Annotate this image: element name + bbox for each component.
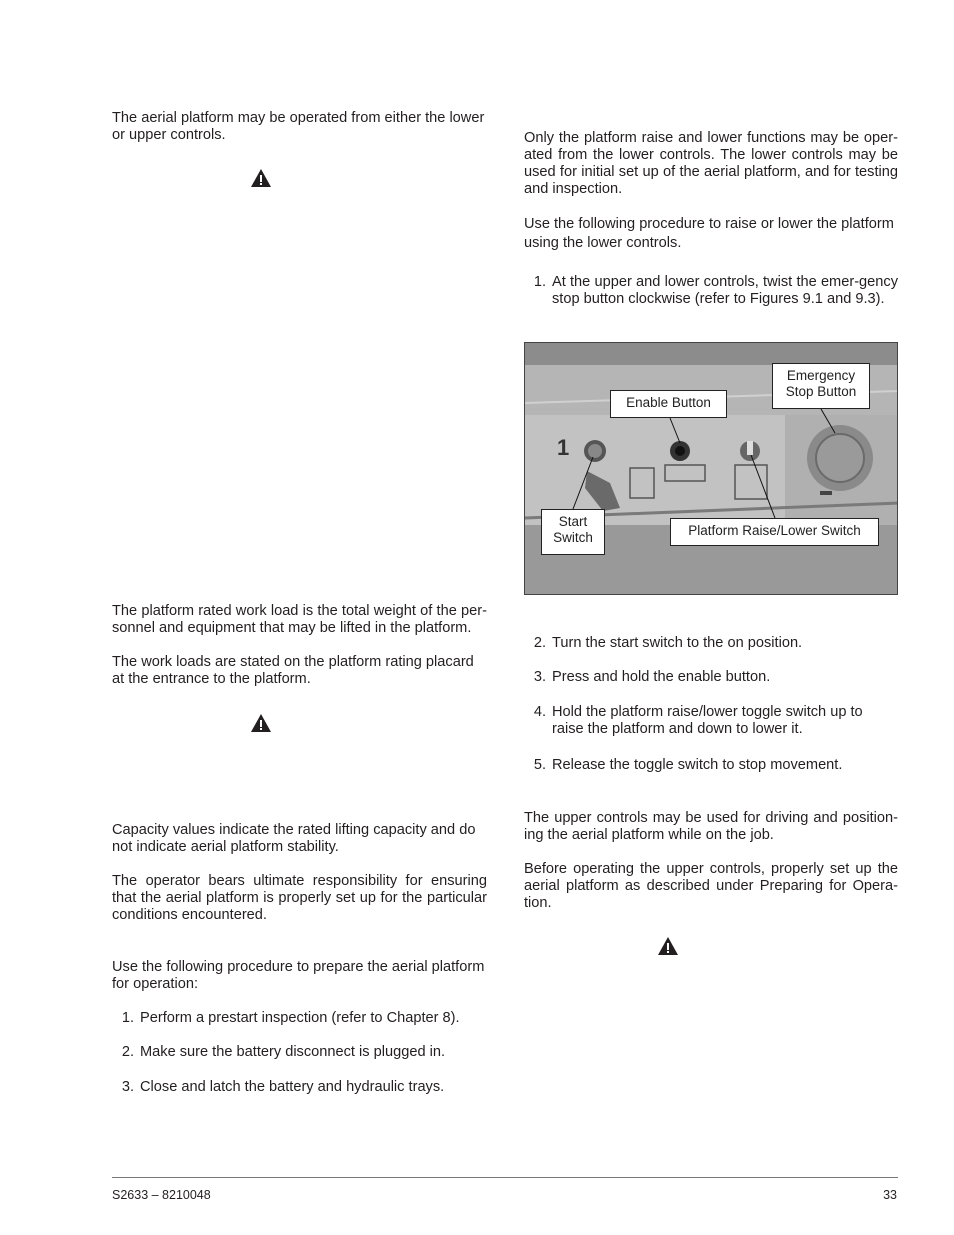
warning-icon (250, 713, 272, 733)
upper-controls-paragraph-2: Before operating the upper controls, properly set up the aerial platform as described under Preparing for Opera-tion. (524, 861, 898, 911)
footer-doc-id: S2633 – 8210048 (112, 1188, 211, 1202)
prep-intro: Use the following procedure to prepare the aerial platform for operation: (112, 959, 485, 992)
emergency-stop-callout: Emergency Stop Button (772, 363, 870, 409)
panel-label-1: 1 (557, 435, 570, 460)
enable-button-callout: Enable Button (610, 390, 727, 418)
workload-paragraph-1: The platform rated work load is the total weight of the per-sonnel and equipment that may be lifted in the platform. (112, 603, 487, 636)
warning-icon (657, 936, 679, 956)
footer-rule (112, 1177, 898, 1178)
upper-controls-paragraph-1: The upper controls may be used for driving and position-ing the aerial platform while on the job. (524, 810, 898, 843)
warning-icon (250, 168, 272, 188)
capacity-paragraph-2: The operator bears ultimate responsibility for ensuring that the aerial platform is properly set up for the particular conditions encountered. (112, 873, 487, 923)
lower-controls-paragraph-1: Only the platform raise and lower functions may be oper-ated from the lower controls. The lower controls may be used for initial set up of the aerial platform, and for testing and inspection. (524, 130, 898, 197)
lower-controls-photo (524, 342, 898, 595)
start-switch-callout: Start Switch (541, 509, 605, 555)
page-number: 33 (883, 1188, 897, 1202)
intro-paragraph: The aerial platform may be operated from either the lower or upper controls. (112, 110, 485, 143)
lower-controls-paragraph-2: Use the following procedure to raise or lower the platform using the lower controls. (524, 216, 894, 251)
workload-paragraph-2: The work loads are stated on the platform rating placard at the entrance to the platform. (112, 654, 474, 687)
raise-lower-switch-callout: Platform Raise/Lower Switch (670, 518, 879, 546)
capacity-paragraph-1: Capacity values indicate the rated lifting capacity and do not indicate aerial platform stability. (112, 822, 476, 855)
